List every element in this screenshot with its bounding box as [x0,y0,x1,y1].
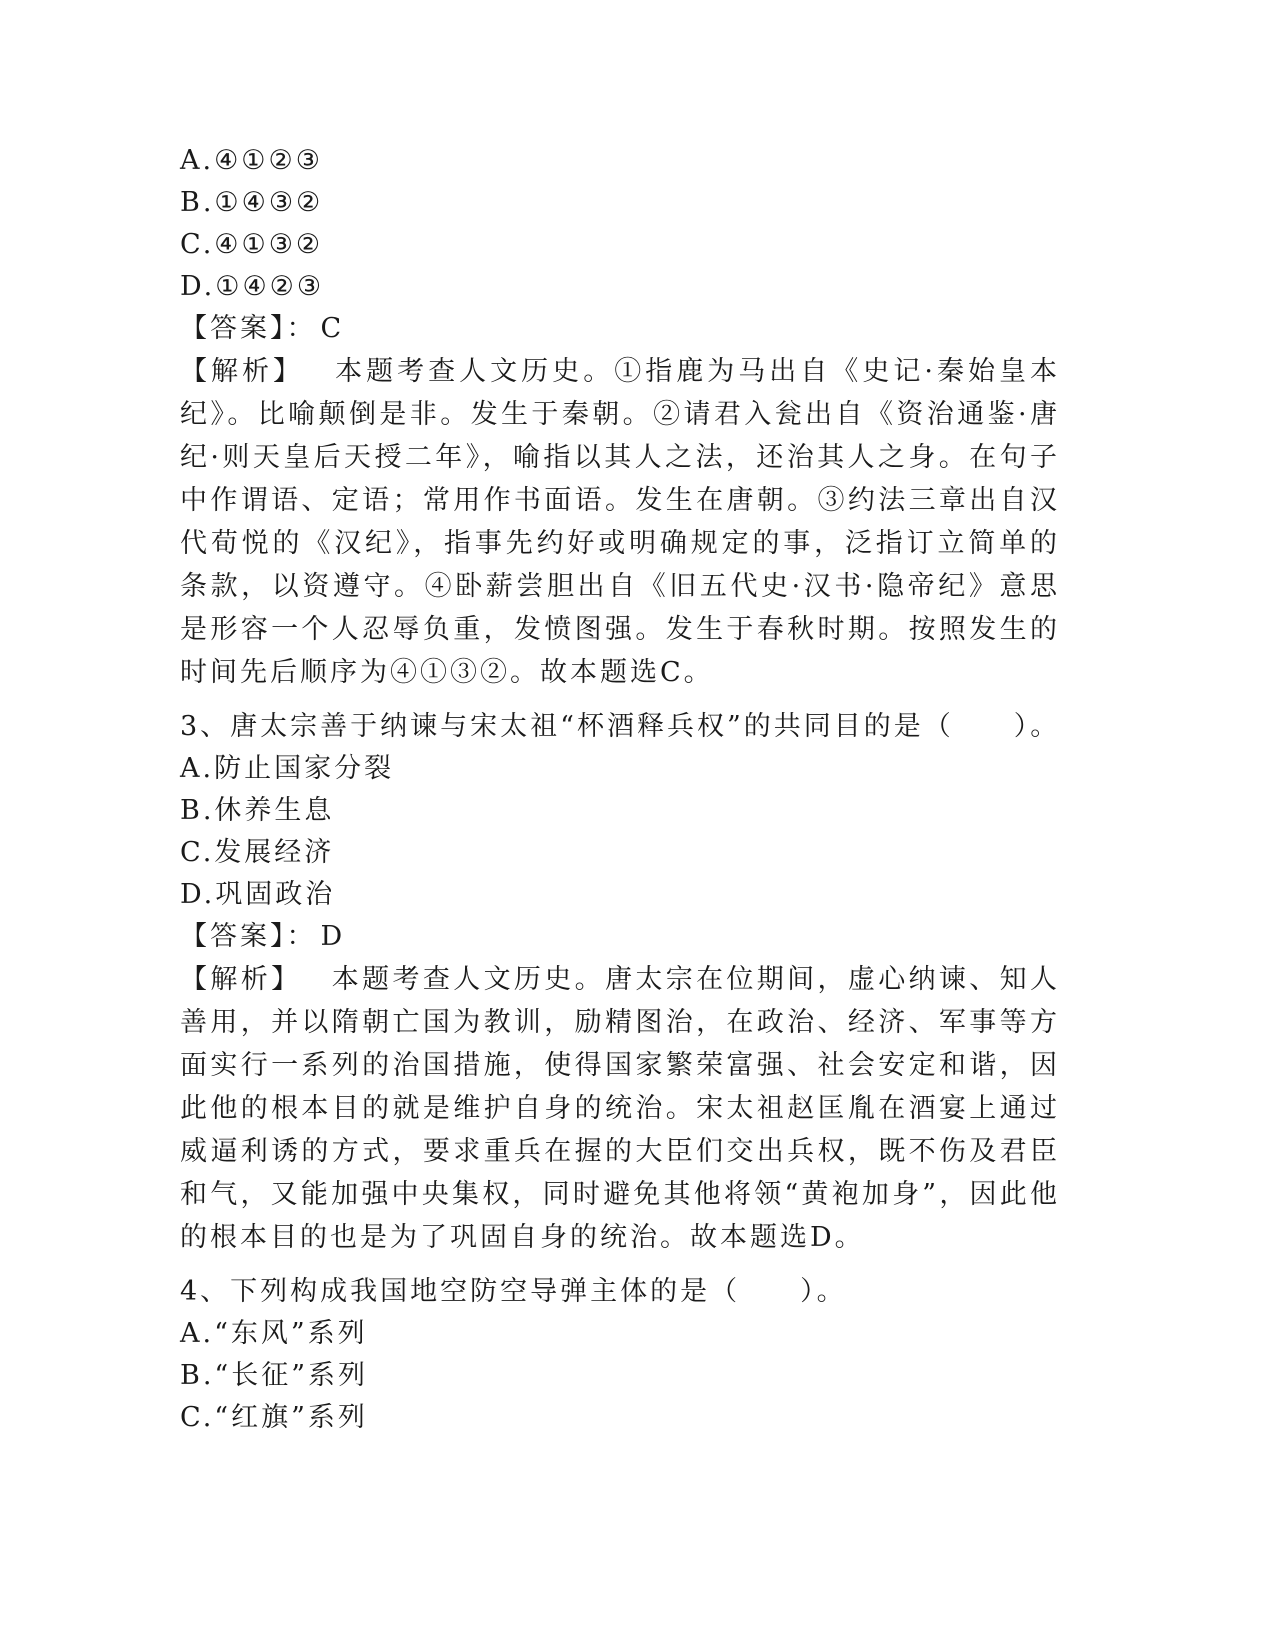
option-b: B.休养生息 [180,795,335,826]
question-3 [180,706,1060,1259]
option-c: C.④①③② [180,229,324,260]
analysis [180,958,1060,1259]
analysis-label: 【解析】 [180,964,302,995]
analysis-text: 本题考查人文历史。唐太宗在位期间，虚心纳谏、知人善用，并以隋朝亡国为教训，励精图治，在政治、经济、军事等方面实行一系列的治国措施，使得国家繁荣富强、社会安定和谐，因此他的根本目的就是维护自身的统治。宋太祖赵匡胤在酒宴上通过威逼利诱的方式，要求重兵在握的大臣们交出兵权，既不伤及君臣和气，又能加强中央集权，同时避免其他将领“黄袍加身”，因此他的根本目的也是为了巩固自身的统治。故本题选D。 [180,964,1061,1253]
answer-label: 【答案】： [180,313,317,344]
question-stem: 3、唐太宗善于纳谏与宋太祖“杯酒释兵权”的共同目的是（ ）。 [180,711,1061,742]
answer-label: 【答案】： [180,921,317,952]
option-b: B.“长征”系列 [180,1360,369,1391]
answer-value: D [320,921,346,952]
answer-line [180,916,1060,958]
option-a: A.防止国家分裂 [180,753,395,784]
question-2 [180,140,1060,694]
analysis-text: 本题考查人文历史。①指鹿为马出自《史记·秦始皇本纪》。比喻颠倒是非。发生于秦朝。②请君入瓮出自《资治通鉴·唐纪·则天皇后天授二年》，喻指以其人之法，还治其人之身。在句子中作谓语、定语；常用作书面语。发生在唐朝。③约法三章出自汉代荀悦的《汉纪》，指事先约好或明确规定的事，泛指订立简单的条款，以资遵守。④卧薪尝胆出自《旧五代史·汉书·隐帝纪》意思是形容一个人忍辱负重，发愤图强。发生于春秋时期。按照发生的时间先后顺序为④①③②。故本题选C。 [180,356,1060,688]
answer-line [180,308,1060,350]
document-page [180,140,1060,1439]
option-c: C.“红旗”系列 [180,1402,368,1433]
question-stem: 4、下列构成我国地空防空导弹主体的是（ ）。 [180,1276,847,1307]
analysis-label: 【解析】 [180,356,305,387]
question-4 [180,1271,1060,1439]
option-d: D.巩固政治 [180,879,336,910]
option-a: A.“东风”系列 [180,1318,368,1349]
option-d: D.①④②③ [180,271,325,302]
analysis [180,350,1060,694]
answer-value: C [320,313,345,344]
option-a: A.④①②③ [180,145,323,176]
option-c: C.发展经济 [180,837,335,868]
option-b: B.①④③② [180,187,324,218]
